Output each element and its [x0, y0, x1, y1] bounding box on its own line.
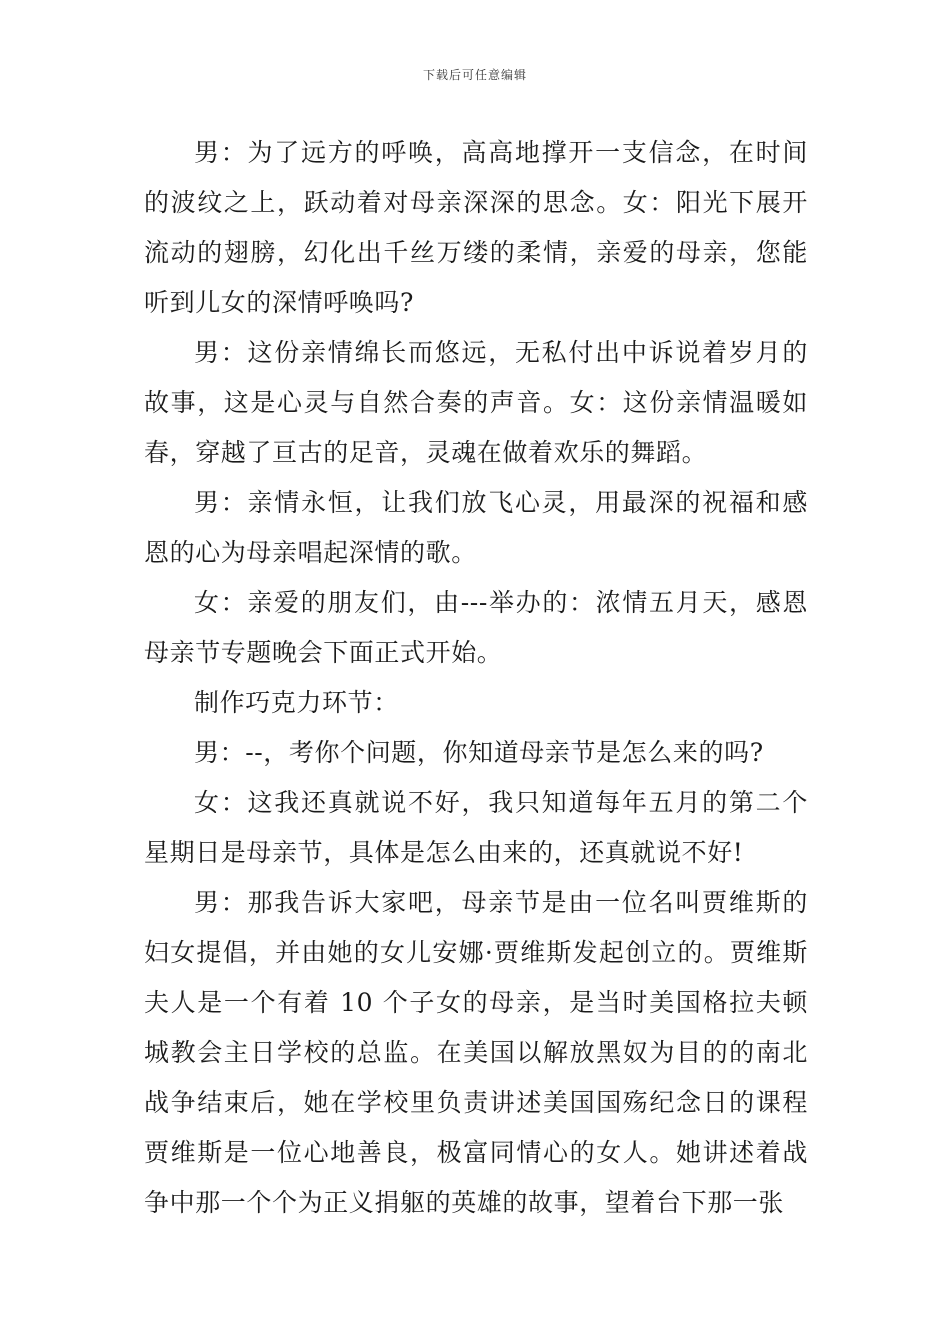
paragraph: 制作巧克力环节：	[194, 688, 399, 717]
paragraph: 男：为了远方的呼唤，高高地撑开一支信念，在时间的波纹之上，跃动着对母亲深深的思念。女：阳光下展开流动的翅膀，幻化出千丝万缕的柔情，亲爱的母亲，您能听到儿女的深情呼唤吗?	[144, 138, 808, 317]
page-header: 下载后可任意编辑	[422, 68, 527, 82]
paragraph: 男：亲情永恒，让我们放飞心灵，用最深的祝福和感恩的心为母亲唱起深情的歌。	[144, 488, 808, 567]
paragraph: 女：亲爱的朋友们，由---举办的：浓情五月天，感恩母亲节专题晚会下面正式开始。	[144, 588, 808, 667]
paragraph: 男：这份亲情绵长而悠远，无私付出中诉说着岁月的故事，这是心灵与自然合奏的声音。女：这份亲情温暖如春，穿越了亘古的足音，灵魂在做着欢乐的舞蹈。	[144, 338, 808, 467]
paragraph: 男：--，考你个问题，你知道母亲节是怎么来的吗?	[194, 738, 764, 767]
paragraph: 女：这我还真就说不好，我只知道每年五月的第二个星期日是母亲节，具体是怎么由来的，还真就说不好!	[144, 788, 808, 867]
paragraph: 男：那我告诉大家吧，母亲节是由一位名叫贾维斯的妇女提倡，并由她的女儿安娜·贾维斯发起创立的。贾维斯夫人是一个有着 10 个子女的母亲，是当时美国格拉夫顿城教会主日学校的总监。在美国以解放黑奴为目的的南北战争结束后，她在学校里负责讲述美国国殇纪念日的课程贾维斯是一位心地善良，极富同情心的女人。她讲述着战争中那一个个为正义捐躯的英雄的故事，望着台下那一张	[144, 888, 808, 1217]
document-body	[144, 128, 808, 1228]
